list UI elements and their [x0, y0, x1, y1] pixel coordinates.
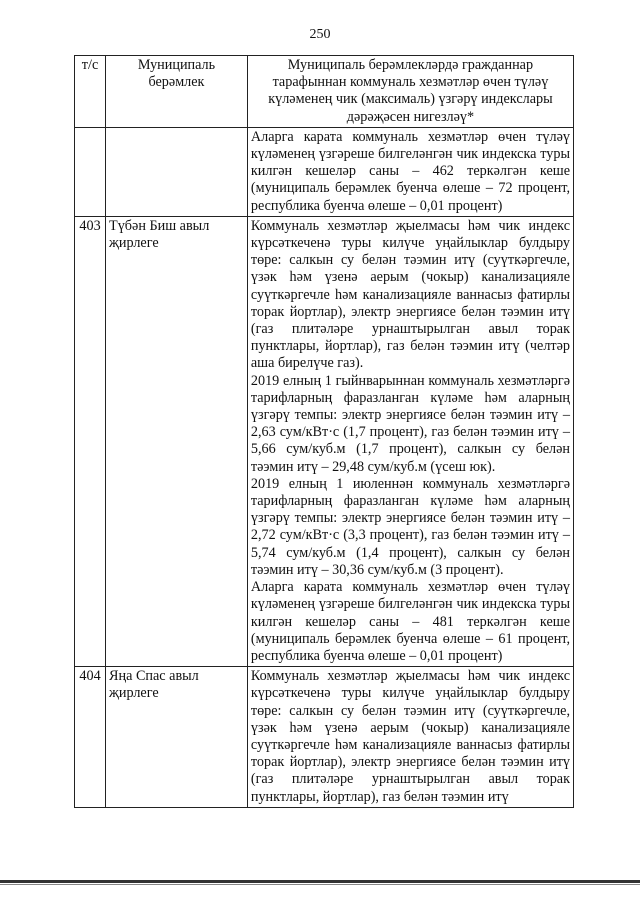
page-number: 250 [309, 27, 331, 42]
bottom-scan-edge-shadow [0, 884, 640, 885]
row-municipality: Түбән Биш авыл җирлеге [106, 216, 248, 666]
table-header-row [75, 56, 574, 128]
header-municipality: Муниципаль берәмлек [106, 56, 248, 128]
description-paragraph: Коммуналь хезмәтләр җыелмасы һәм чик индекс күрсәткеченә туры килүче уңайлыклар булдыру төре: салкын су белән тәэмин итү (суүткәргечле, үзәк һәм үзенә аерым (чокыр) канализацияле суүткәргечле һәм канализацияле ваннасыз фатирлы торак йортлар), электр энергиясе белән тәэмин итү (газ плитәләре урнаштырылган авыл торак пунктлары, йортлар), газ белән тәэмин итү [250, 668, 570, 805]
description-paragraph: Аларга карата коммуналь хезмәтләр өчен түләү күләменең үзгәреше билгеләнгән чик индекска туры килгән кешеләр саны – 462 теркәлгән кеше (муниципаль берәмлек буенча өлеше – 72 процент, республика буенча өлеше – 0,01 процент) [250, 128, 570, 214]
row-num: 404 [75, 667, 106, 808]
row-municipality [106, 127, 248, 216]
header-description: Муниципаль берәмлекләрдә гражданнар тарафыннан коммуналь хезмәтләр өчен түләү күләменең чик (максималь) үзгәрү индекслары дәрәҗәсен нигезләү* [247, 56, 573, 128]
row-description [247, 216, 573, 666]
header-num: т/с [75, 56, 106, 128]
table-row [75, 216, 574, 666]
description-paragraph: Аларга карата коммуналь хезмәтләр өчен түләү күләменең үзгәреше билгеләнгән чик индекска туры килгән кешеләр саны – 481 теркәлгән кеше (муниципаль берәмлек буенча өлеше – 61 процент, республика буенча өлеше – 0,01 процент) [250, 579, 570, 664]
bottom-scan-edge [0, 880, 640, 883]
description-paragraph: Коммуналь хезмәтләр җыелмасы һәм чик индекс күрсәткеченә туры килүче уңайлыклар булдыру төре: салкын су белән тәэмин итү (суүткәргечле, үзәк һәм үзенә аерым (чокыр) канализацияле суүткәргечле һәм канализацияле ваннасыз фатирлы торак йортлар), электр энергиясе белән тәэмин итү (газ плитәләре урнаштырылган авыл торак пунктлары, йортлар), газ белән тәэмин итү (челтәр аша бирелүче газ). [250, 217, 570, 372]
tariff-table [74, 55, 574, 808]
table-row [75, 667, 574, 808]
description-paragraph: 2019 елның 1 гыйнварыннан коммуналь хезмәтләргә тарифларның фаразланган күләме һәм аларның үзгәрү темпы: электр энергиясе белән тәэмин итү – 2,63 сум/кВт·с (1,7 процент), газ белән тәэмин итү – 5,66 сум/куб.м (1,7 процент), салкын су белән тәэмин итү – 29,48 сум/куб.м (үсеш юк). [250, 372, 570, 475]
row-num: 403 [75, 216, 106, 666]
description-paragraph: 2019 елның 1 июленнән коммуналь хезмәтләргә тарифларның фаразланган күләме һәм аларның үзгәрү темпы: электр энергиясе белән тәэмин итү – 2,72 сум/кВт·с (3,3 процент), газ белән тәэмин итү – 5,74 сум/куб.м (1,4 процент), салкын су белән тәэмин итү – 30,36 сум/куб.м (3 процент). [250, 475, 570, 578]
row-num [75, 127, 106, 216]
row-municipality: Яңа Спас авыл җирлеге [106, 667, 248, 808]
row-description [247, 127, 573, 216]
row-description [247, 667, 573, 808]
table-row [75, 127, 574, 216]
